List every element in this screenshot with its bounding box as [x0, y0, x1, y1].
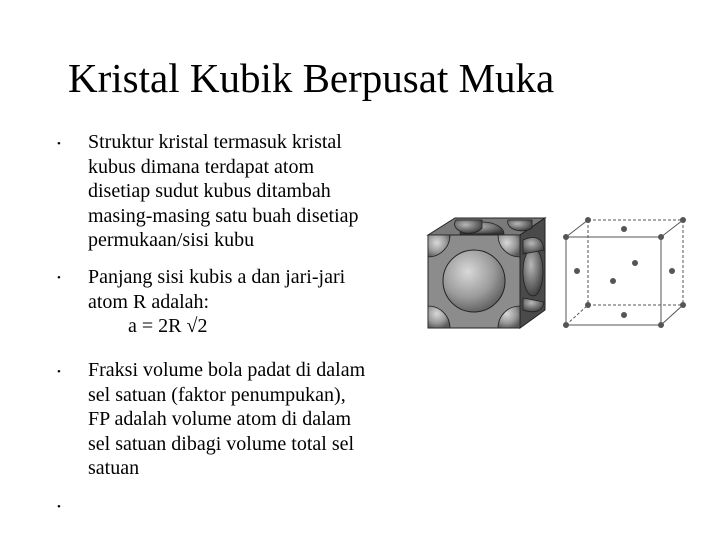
bullet-marker: •: [57, 366, 61, 378]
bullet-line: Fraksi volume bola padat di dalam: [88, 359, 366, 381]
formula: a = 2R √2: [128, 315, 208, 337]
bullet-line: disetiap sudut kubus ditambah: [88, 180, 331, 202]
bullet-line: permukaan/sisi kubu: [88, 229, 255, 251]
figures: [420, 210, 710, 350]
bullet-item-lattice-constant: [88, 265, 418, 339]
bullet-line: atom R adalah:: [88, 290, 210, 313]
slide-title: Kristal Kubik Berpusat Muka: [68, 55, 555, 101]
bullet-line: sel satuan dibagi volume total sel: [88, 432, 355, 455]
bullet-line: FP adalah volume atom di dalam: [88, 408, 352, 430]
bullet-line: masing-masing satu buah disetiap: [88, 204, 359, 227]
bullet-item-packing-factor: [88, 358, 418, 481]
bullet-marker: •: [57, 501, 61, 513]
bullet-line: kubus dimana terdapat atom: [88, 155, 315, 178]
fcc-lattice-icon: [558, 205, 698, 335]
bullet-item-structure: [88, 130, 418, 253]
fcc-hard-sphere-icon: [420, 210, 555, 335]
bullet-line: Struktur kristal termasuk kristal: [88, 131, 342, 153]
bullet-line: sel satuan (faktor penumpukan),: [88, 383, 346, 406]
bullet-line: Panjang sisi kubis a dan jari-jari: [88, 266, 346, 288]
bullet-line: satuan: [88, 457, 140, 479]
bullet-marker: •: [57, 138, 61, 150]
bullet-marker: •: [57, 272, 61, 284]
